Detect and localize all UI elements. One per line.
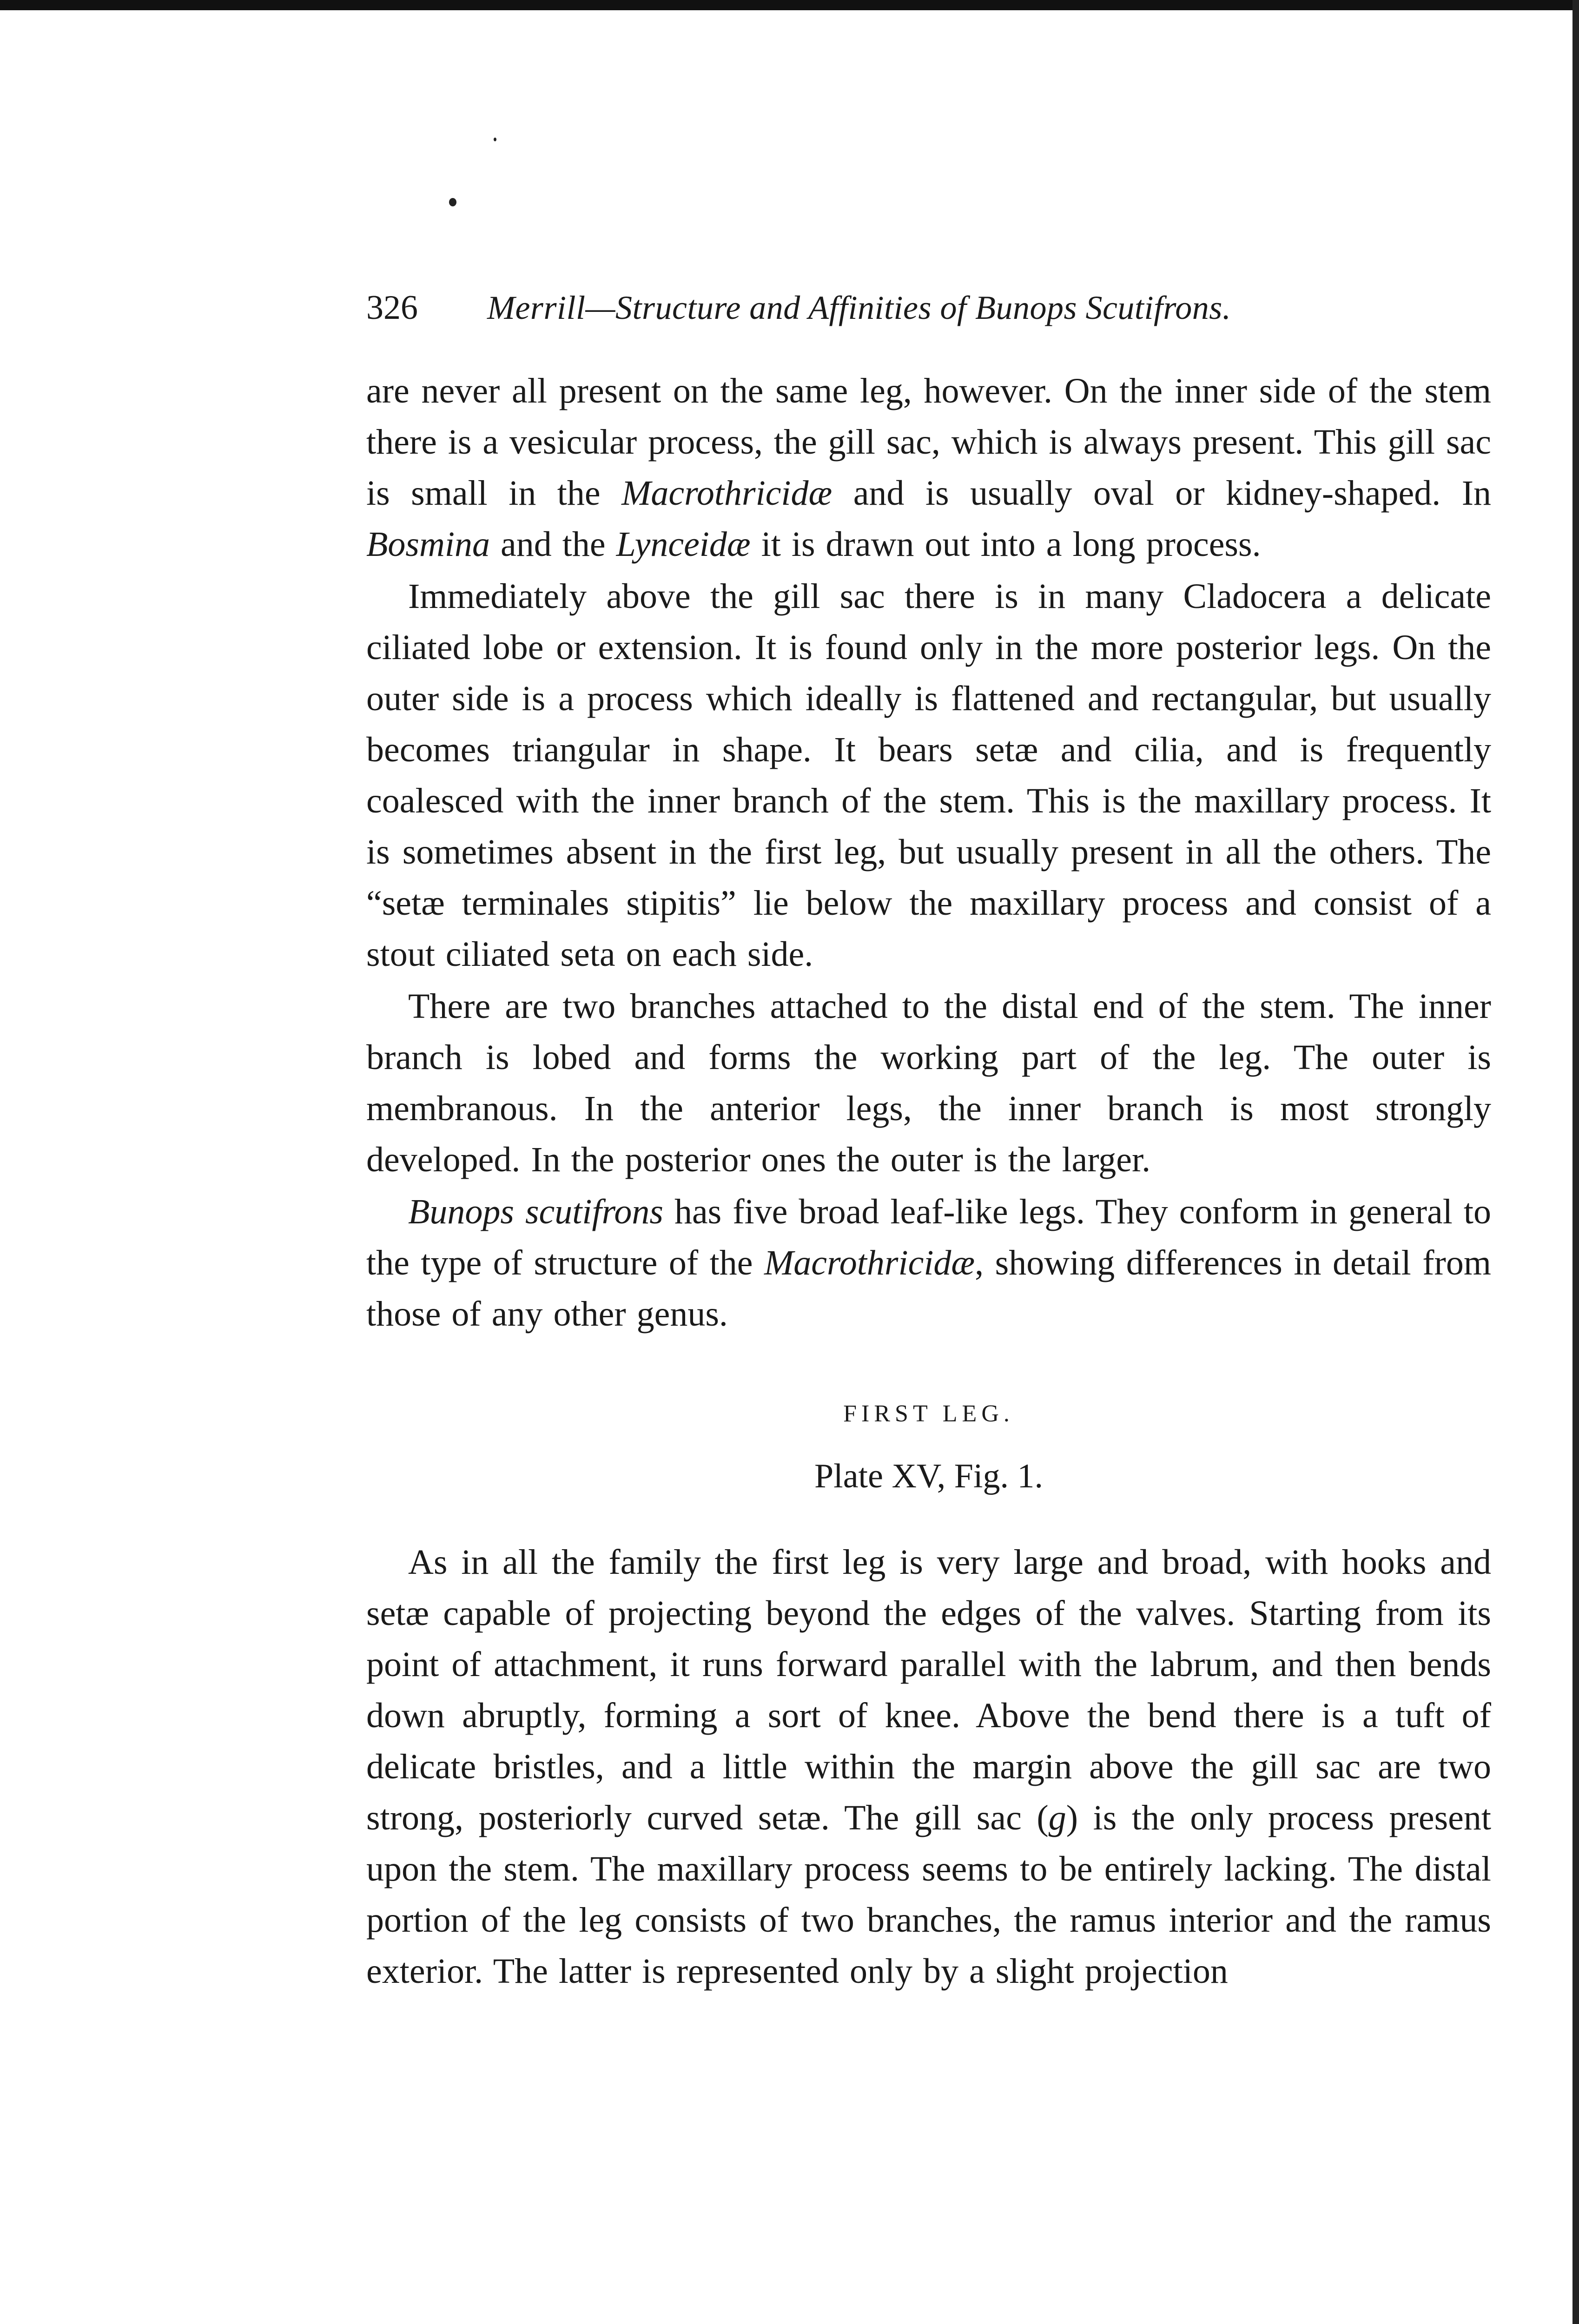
running-title: Merrill—Structure and Affinities of Bunops Scutifrons. (487, 289, 1231, 326)
paragraph-2: Immediately above the gill sac there is in many Cladocera a delicate ciliated lobe or extension. It is found only in the more posterior legs. On the outer side is a process which ideally is flattened and rectangular, but usually becomes triangular in shape. It bears setæ and cilia, and is frequently coalesced with the inner branch of the stem. This is the maxillary process. It is sometimes absent in the first leg, but usually present in all the others. The “setæ terminales stipitis” lie below the maxillary process and consist of a stout ciliated seta on each side. (366, 577, 1491, 974)
scan-speck (449, 198, 456, 206)
section-heading: FIRST LEG. (843, 1400, 1014, 1427)
running-head (366, 288, 1491, 339)
paragraph-4: Bunops scutifrons has five broad leaf-like legs. They conform in general to the type of structure of the Macrothricidæ, showing differences in detail from those of any other genus. (366, 1192, 1491, 1334)
page-number: 326 (366, 289, 418, 327)
scan-top-edge (0, 0, 1579, 10)
paragraph-1: are never all present on the same leg, however. On the inner side of the stem there is a vesicular process, the gill sac, which is always present. This gill sac is small in the Macrothricidæ and is usually oval or kidney-shaped. In Bosmina and the Lynceidæ it is drawn out into a long process. (366, 371, 1491, 564)
scan-right-edge (1572, 0, 1579, 2324)
paragraph-3: There are two branches attached to the distal end of the stem. The inner branch is lobed and forms the working part of the leg. The outer is membranous. In the anterior legs, the inner branch is most strongly developed. In the posterior ones the outer is the larger. (366, 987, 1491, 1179)
paragraph-5: As in all the family the first leg is very large and broad, with hooks and setæ capable of projecting beyond the edges of the valves. Starting from its point of attachment, it runs forward parallel with the labrum, and then bends down abruptly, forming a sort of knee. Above the bend there is a tuft of delicate bristles, and a little within the margin above the gill sac are two strong, posteriorly curved setæ. The gill sac (g) is the only process present upon the stem. The maxillary process seems to be entirely lacking. The distal portion of the leg consists of two branches, the ramus interior and the ramus exterior. The latter is represented only by a slight projection (366, 1543, 1492, 1991)
scan-speck (494, 138, 496, 141)
book-page (366, 288, 1491, 1997)
plate-reference: Plate XV, Fig. 1. (814, 1457, 1044, 1495)
